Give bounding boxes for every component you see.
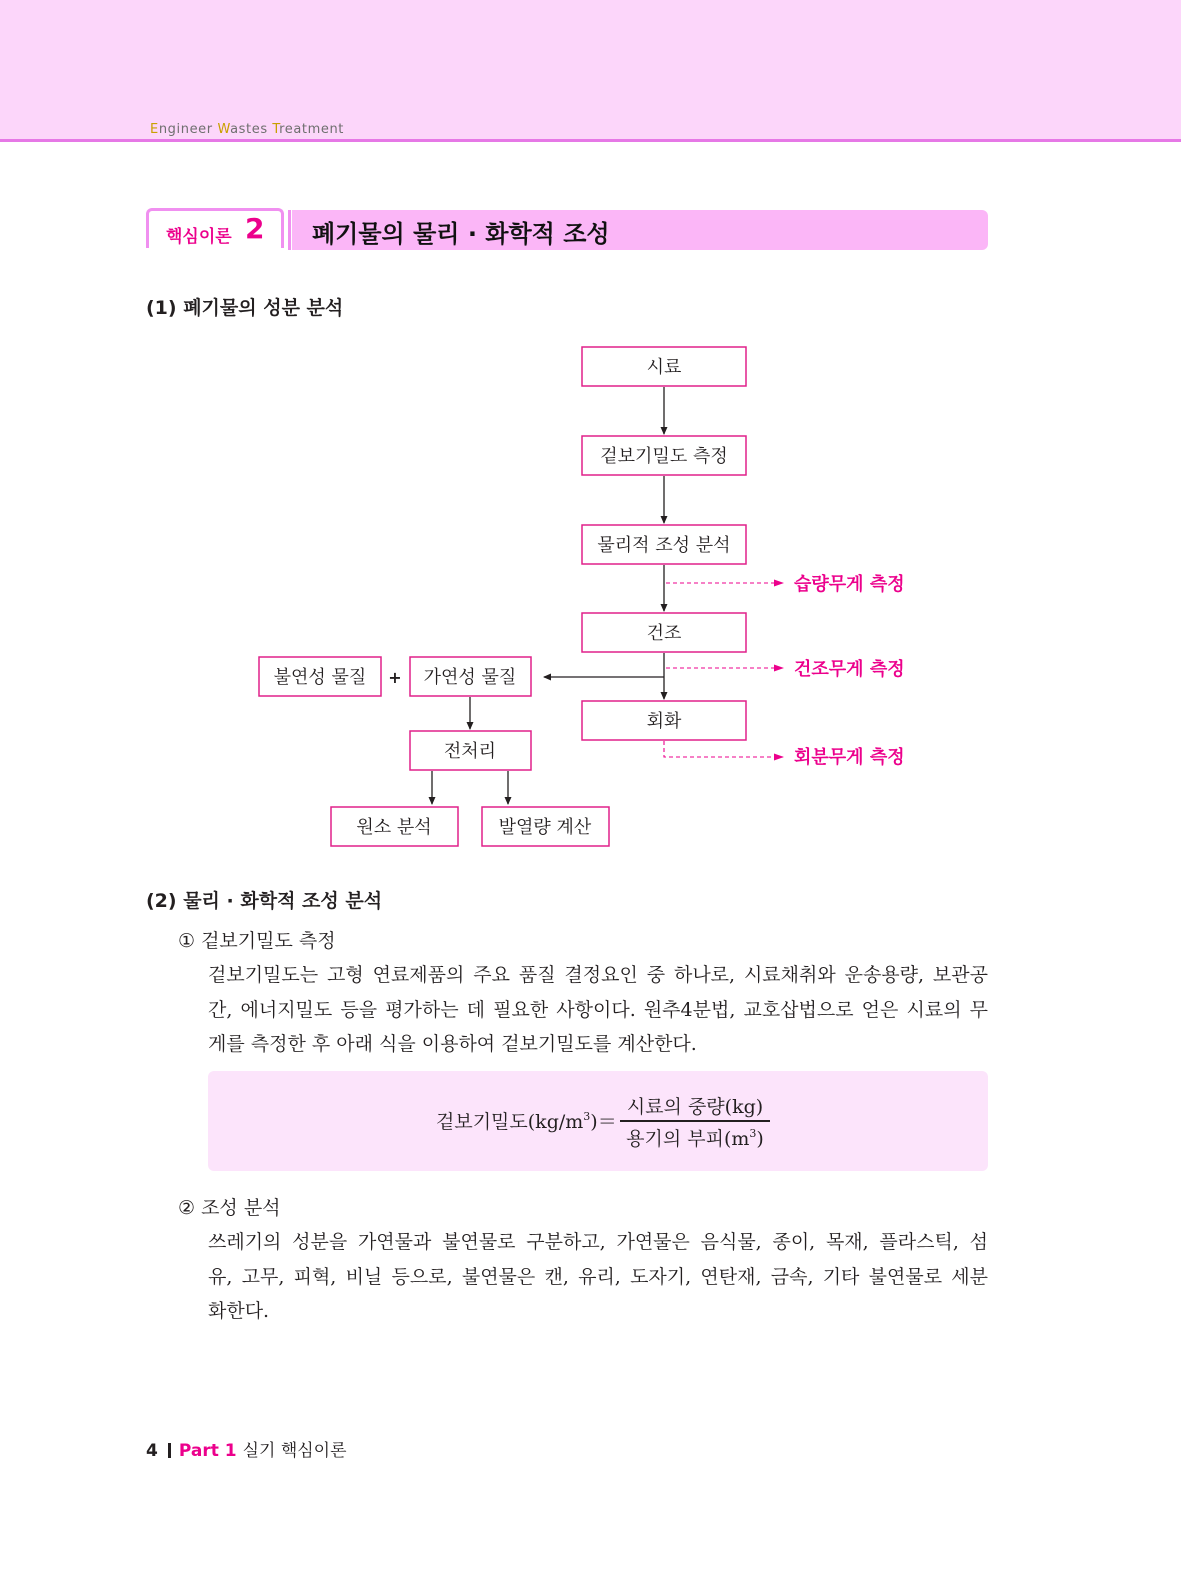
flow-text-comb: 가연성 물질 (423, 667, 517, 688)
item-1-title: ① 겉보기밀도 측정 (178, 930, 336, 952)
paragraph-line: 쓰레기의 성분을 가연물과 불연물로 구분하고, 가연물은 음식물, 종이, 목재, 플라스틱, 섬 (208, 1231, 988, 1253)
paragraph-line: 유, 고무, 피혁, 비닐 등으로, 불연물은 캔, 유리, 도자기, 연탄재, 금속, 기타 불연물로 세분 (208, 1265, 988, 1288)
formula-denominator: 용기의 부피$(m^3)$ (626, 1127, 764, 1150)
item-1-paragraph (208, 958, 988, 1062)
formula-fraction-bar (620, 1120, 770, 1122)
subsection-2-title: (2) 물리 · 화학적 조성 분석 (146, 890, 383, 912)
flow-text-physical: 물리적 조성 분석 (597, 535, 731, 556)
paragraph-line: 게를 측정한 후 아래 식을 이용하여 겉보기밀도를 계산한다. (208, 1033, 697, 1055)
item-2-paragraph (208, 1225, 988, 1329)
flow-text-sample: 시료 (646, 357, 682, 378)
flow-text-dry: 건조 (646, 623, 682, 644)
page-number: 4 (146, 1441, 158, 1461)
paragraph-line: 간, 에너지밀도 등을 평가하는 데 필요한 사항이다. 원추4분법, 교호삽법으로 얻은 시료의 무 (208, 998, 988, 1021)
page-footer (146, 1436, 347, 1461)
section-number: 2 (245, 212, 265, 245)
flow-text-heating: 발열량 계산 (498, 817, 592, 838)
flow-text-pretreat: 전처리 (443, 741, 497, 762)
flow-text-elemental: 원소 분석 (356, 817, 432, 838)
section-title: 폐기물의 물리 · 화학적 조성 (312, 220, 610, 248)
note-arrow-ash (664, 741, 783, 757)
running-header: Engineer Wastes Treatment (150, 122, 344, 137)
item-2-title: ② 조성 분석 (178, 1197, 281, 1219)
formula-numerator: 시료의 중량(kg) (626, 1096, 764, 1118)
formula-lhs: 겉보기밀도$(kg/m^3)=$ (436, 1110, 617, 1133)
footer-separator (168, 1443, 171, 1458)
flow-text-bulk-density: 겉보기밀도 측정 (600, 446, 728, 467)
footer-title: 실기 핵심이론 (242, 1441, 347, 1461)
footer-part: Part 1 (178, 1441, 237, 1461)
note-wet-weight: 습량무게 측정 (794, 574, 905, 595)
paragraph-line: 화한다. (208, 1300, 270, 1322)
subsection-1-title: (1) 폐기물의 성분 분석 (146, 297, 344, 319)
paragraph-line: 겉보기밀도는 고형 연료제품의 주요 품질 결정요인 중 하나로, 시료채취와 운송용량, 보관공 (208, 964, 988, 986)
note-ash-weight: 회분무게 측정 (794, 747, 905, 768)
flow-plus: + (388, 668, 402, 687)
flow-text-noncomb: 불연성 물질 (273, 667, 367, 688)
section-label: 핵심이론 (166, 227, 232, 247)
flow-text-ash: 회화 (646, 711, 682, 732)
note-dry-weight: 건조무게 측정 (794, 659, 905, 680)
